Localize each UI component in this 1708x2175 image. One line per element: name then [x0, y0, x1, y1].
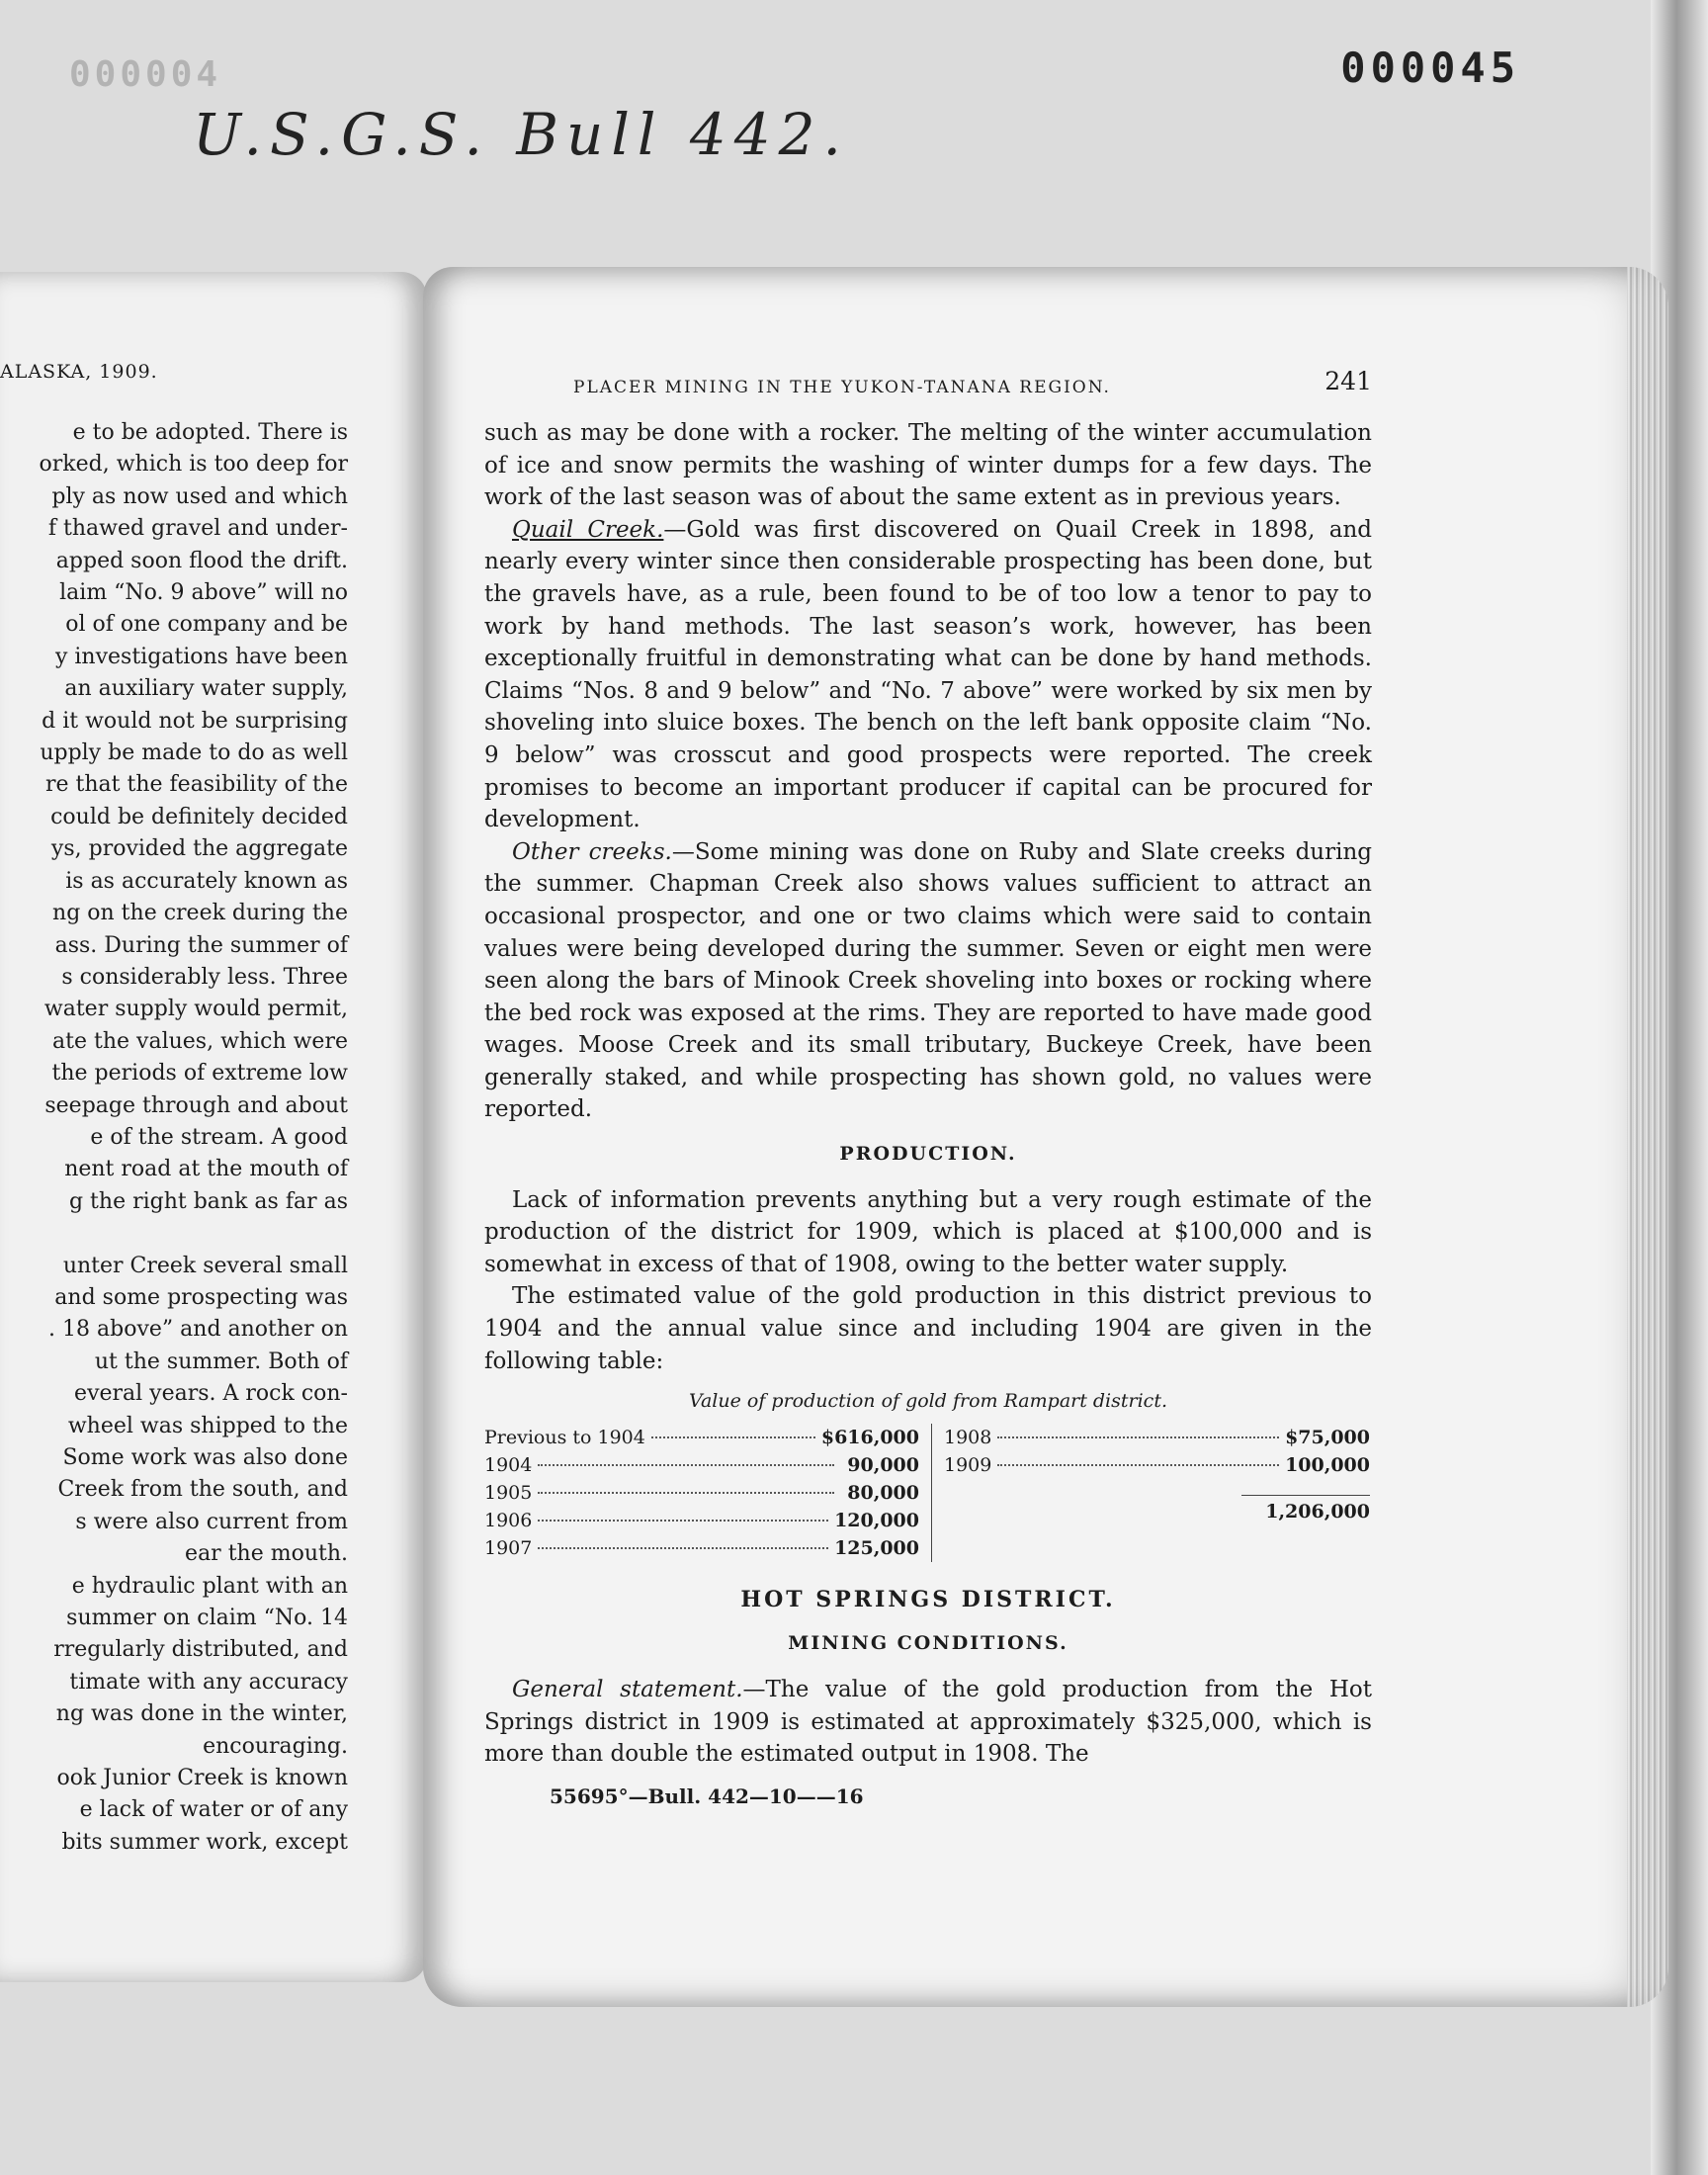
left-page-line: laim “No. 9 above” will no: [59, 580, 348, 606]
quail-creek-text: —Gold was first discovered on Quail Creek in 1898, and nearly every winter since then considerable prospecting has been done, but the gravels have, as a rule, been found to be of too low a tenor to pay to work by hand methods. The last season’s work, however, has been exceptionally fruitful in demonstrating what can be done by hand methods. Claims “Nos. 8 and 9 below” and “No. 7 above” were worked by six men by shoveling into sluice boxes. The bench on the left bank opposite claim “No. 9 below” was crosscut and good prospects were reported. The creek promises to become an important producer if capital can be procured for development.: [484, 516, 1372, 833]
left-page-line: apped soon flood the drift.: [55, 548, 348, 573]
mining-conditions-heading: MINING CONDITIONS.: [788, 1632, 1068, 1655]
table-row: [484, 1507, 919, 1534]
leader-dots: [538, 1520, 828, 1522]
leader-dots: [651, 1436, 815, 1438]
table-year: 1905: [484, 1481, 533, 1504]
other-creeks-text: —Some mining was done on Ruby and Slate creeks during the summer. Chapman Creek also shows values sufficient to attract an occasional prospector, and one or two claims which were said to contain values were being developed during the summer. Seven or eight men were seen along the bars of Minook Creek shoveling into boxes or rocking where the bed rock was exposed at the rims. They are reported to have made good wages. Moose Creek and its small tributary, Buckeye Creek, have been generally staked, and while prospecting has shown gold, no values were reported.: [484, 838, 1372, 1123]
left-page-line: [40, 1218, 348, 1250]
leader-dots: [538, 1464, 834, 1466]
left-page-line: re that the feasibility of the: [45, 772, 348, 798]
left-page-line: bits summer work, except: [61, 1829, 348, 1855]
leader-dots: [538, 1492, 834, 1494]
table-value: 100,000: [1285, 1453, 1370, 1476]
table-row: [484, 1451, 919, 1479]
other-creeks-heading: Other creeks.: [512, 838, 672, 865]
page-edges: [1627, 267, 1668, 2007]
left-page-line: ate the values, which were: [52, 1028, 348, 1054]
faint-stamp-number: 000004: [69, 54, 222, 95]
left-page-header: ALASKA, 1909.: [0, 361, 158, 383]
left-page-line: f thawed gravel and under-: [47, 516, 348, 542]
left-page-line: ply as now used and which: [51, 483, 348, 509]
table-right-column: [932, 1424, 1372, 1562]
table-row: [484, 1479, 919, 1507]
general-statement-text: —The value of the gold production from the Hot Springs district in 1909 is estimated at approximately $325,000, which is more than double the estimated output in 1908. The: [484, 1677, 1373, 1768]
total-rule: [1241, 1495, 1370, 1496]
general-statement-heading: General statement.: [512, 1677, 743, 1702]
left-page-line: ol of one company and be: [65, 612, 348, 638]
left-page-line: Creek from the south, and: [57, 1477, 348, 1503]
left-page-line: ng was done in the winter,: [55, 1701, 348, 1727]
left-page-text: [40, 417, 348, 1859]
left-page-line: ook Junior Creek is known: [56, 1766, 348, 1791]
left-page-line: y investigations have been: [54, 644, 348, 669]
left-page-line: s considerably less. Three: [61, 964, 348, 990]
left-page-line: d it would not be surprising: [42, 708, 348, 734]
left-page-line: ut the summer. Both of: [94, 1348, 348, 1374]
left-page-line: could be definitely decided: [50, 804, 348, 829]
stamped-page-number: 000045: [1340, 44, 1520, 92]
table-value: $75,000: [1285, 1426, 1370, 1448]
left-page-line: unter Creek several small: [62, 1253, 348, 1278]
table-total: 1,206,000: [1265, 1500, 1370, 1522]
running-head: [484, 366, 1372, 405]
left-page: [0, 272, 427, 1982]
printer-signature: 55695°—Bull. 442—10——16: [550, 1784, 864, 1808]
table-row: [484, 1424, 919, 1451]
left-page-line: encouraging.: [203, 1733, 348, 1759]
quail-creek-heading: Quail Creek.: [512, 516, 664, 543]
table-value: 125,000: [834, 1536, 919, 1559]
left-page-line: is as accurately known as: [65, 868, 348, 894]
page-content: [484, 366, 1372, 1812]
left-page-line: nent road at the mouth of: [64, 1157, 348, 1182]
table-year: 1904: [484, 1453, 533, 1476]
left-page-line: g the right bank as far as: [68, 1188, 348, 1214]
left-page-line: summer on claim “No. 14: [66, 1606, 348, 1631]
right-page: [423, 267, 1668, 2007]
leader-dots: [538, 1547, 828, 1549]
left-page-line: ear the mouth.: [185, 1541, 348, 1567]
left-page-line: seepage through and about: [44, 1092, 348, 1118]
left-page-line: e to be adopted. There is: [72, 420, 348, 445]
running-title: PLACER MINING IN THE YUKON-TANANA REGION.: [573, 378, 1111, 397]
left-page-line: s were also current from: [75, 1509, 348, 1534]
left-page-line: ass. During the summer of: [54, 932, 348, 958]
handwritten-note: U.S.G.S. Bull 442.: [193, 101, 849, 168]
left-page-line: rregularly distributed, and: [53, 1637, 348, 1663]
table-year: 1907: [484, 1536, 533, 1559]
table-year: 1906: [484, 1509, 533, 1531]
left-page-line: timate with any accuracy: [69, 1669, 348, 1695]
table-row: [944, 1424, 1370, 1451]
left-page-line: Some work was also done: [62, 1445, 348, 1470]
table-value: 80,000: [847, 1481, 919, 1504]
table-row: [484, 1534, 919, 1562]
table-year: 1908: [944, 1426, 992, 1448]
leader-dots: [997, 1436, 1279, 1438]
district-heading: HOT SPRINGS DISTRICT.: [740, 1586, 1116, 1612]
left-page-line: . 18 above” and another on: [48, 1317, 348, 1343]
left-page-line: upply be made to do as well: [40, 740, 348, 766]
table-year: 1909: [944, 1453, 992, 1476]
left-page-line: e of the stream. A good: [90, 1124, 348, 1150]
left-page-line: e hydraulic plant with an: [71, 1573, 348, 1599]
left-page-line: and some prospecting was: [54, 1284, 348, 1310]
left-page-line: ys, provided the aggregate: [50, 836, 348, 862]
left-page-line: ng on the creek during the: [52, 901, 348, 926]
paragraph-table-intro: The estimated value of the gold production in this district previous to 1904 and the annual value since and including 1904 are given in the following table:: [484, 1283, 1372, 1374]
left-page-line: water supply would permit,: [43, 997, 348, 1022]
left-page-line: an auxiliary water supply,: [64, 676, 348, 702]
table-caption: Value of production of gold from Rampart district.: [689, 1390, 1167, 1413]
paragraph-general-statement: [484, 1674, 1372, 1771]
left-page-line: wheel was shipped to the: [67, 1413, 348, 1438]
production-heading: PRODUCTION.: [839, 1143, 1017, 1166]
leader-dots: [997, 1464, 1279, 1466]
table-row: [944, 1451, 1370, 1479]
table-value: 120,000: [834, 1509, 919, 1531]
production-table: [484, 1424, 1372, 1562]
paragraph-rocker: such as may be done with a rocker. The melting of the winter accumulation of ice and snow permits the washing of winter dumps for a few days. The work of the last season was of about the same extent as in previous years.: [484, 420, 1372, 511]
paragraph-production: Lack of information prevents anything but a very rough estimate of the production of the district for 1909, which is placed at $100,000 and is somewhat in excess of that of 1908, owing to the better water supply.: [484, 1186, 1372, 1277]
left-page-line: the periods of extreme low: [51, 1061, 348, 1087]
table-right-rows: [944, 1424, 1370, 1479]
table-left-column: [484, 1424, 932, 1562]
table-value: $616,000: [820, 1426, 919, 1448]
paragraph-other-creeks: [484, 836, 1372, 1126]
left-page-line: e lack of water or of any: [79, 1797, 348, 1823]
paragraph-quail-creek: [484, 514, 1372, 836]
left-page-line: everal years. A rock con-: [74, 1381, 348, 1407]
left-page-line: orked, which is too deep for: [39, 452, 348, 478]
table-value: 90,000: [847, 1453, 919, 1476]
page-number: 241: [1324, 367, 1372, 395]
table-year: Previous to 1904: [484, 1426, 645, 1448]
